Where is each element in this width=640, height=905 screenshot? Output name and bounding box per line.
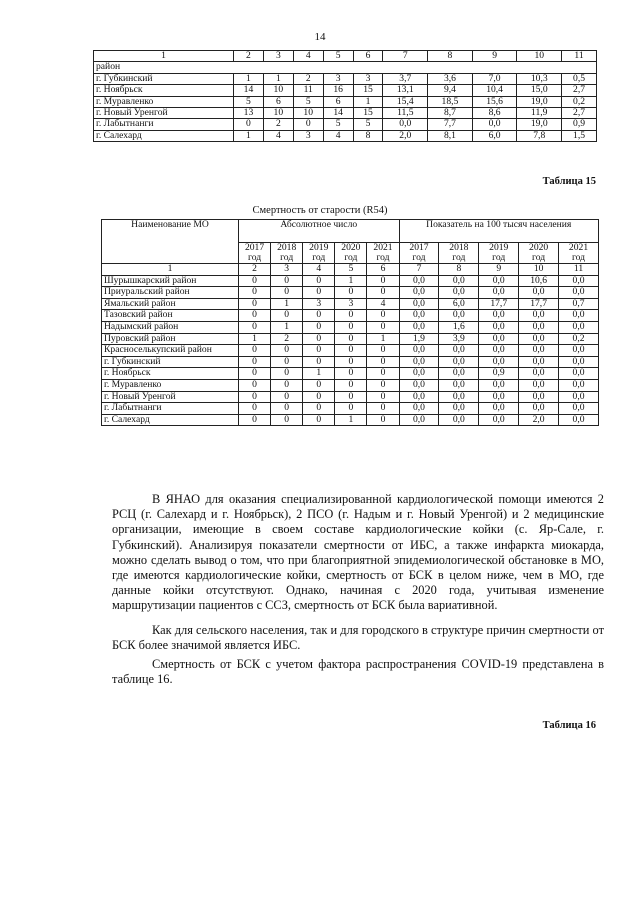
index-cell: 11 — [559, 264, 599, 276]
year-number: 2017 — [244, 242, 265, 253]
value-cell: 1,9 — [399, 333, 439, 345]
year-word: год — [312, 252, 326, 263]
header-cell: 10 — [517, 51, 562, 62]
value-cell: 0,5 — [562, 73, 597, 84]
value-cell: 4 — [323, 130, 353, 141]
abs-header: Абсолютное число — [239, 220, 400, 243]
value-cell: 6 — [323, 96, 353, 107]
value-cell: 11,9 — [517, 108, 562, 119]
value-cell: 11,5 — [383, 108, 428, 119]
value-cell: 0,2 — [562, 96, 597, 107]
value-cell: 15,4 — [383, 96, 428, 107]
value-cell: 7,7 — [428, 119, 473, 130]
year-header-cell — [367, 243, 399, 264]
value-cell: 3,9 — [439, 333, 479, 345]
value-cell: 0,0 — [559, 414, 599, 426]
year-word: год — [280, 252, 294, 263]
value-cell: 10,6 — [519, 275, 559, 287]
value-cell: 1 — [353, 96, 383, 107]
top-table — [93, 50, 597, 142]
value-cell: 19,0 — [517, 119, 562, 130]
header-cell: 1 — [94, 51, 234, 62]
value-cell: 0,0 — [399, 321, 439, 333]
value-cell: 0,0 — [519, 321, 559, 333]
value-cell: 0,0 — [399, 287, 439, 299]
value-cell: 2,0 — [519, 414, 559, 426]
table-row — [102, 391, 599, 403]
year-word: год — [376, 252, 390, 263]
value-cell: 0,0 — [439, 391, 479, 403]
row-name-cell: г. Муравленко — [102, 379, 239, 391]
value-cell: 0,0 — [479, 310, 519, 322]
value-cell: 2,0 — [383, 130, 428, 141]
value-cell: 7,8 — [517, 130, 562, 141]
value-cell: 0 — [303, 414, 335, 426]
value-cell: 0,0 — [399, 414, 439, 426]
value-cell: 10 — [263, 108, 293, 119]
value-cell: 16 — [323, 85, 353, 96]
value-cell: 0,0 — [559, 287, 599, 299]
table-row — [102, 379, 599, 391]
value-cell: 0,0 — [479, 356, 519, 368]
header-cell: 2 — [234, 51, 264, 62]
value-cell: 0,0 — [519, 403, 559, 415]
table-row — [102, 333, 599, 345]
value-cell: 0 — [303, 310, 335, 322]
value-cell: 0 — [239, 287, 271, 299]
value-cell: 10 — [263, 85, 293, 96]
row-name-cell: Тазовский район — [102, 310, 239, 322]
value-cell: 0,0 — [479, 275, 519, 287]
value-cell: 0,0 — [399, 403, 439, 415]
value-cell: 0 — [239, 379, 271, 391]
table-row — [94, 62, 597, 73]
table-row — [102, 403, 599, 415]
value-cell: 13 — [234, 108, 264, 119]
value-cell: 6,0 — [472, 130, 517, 141]
paragraph-1 — [112, 492, 604, 614]
value-cell: 0 — [239, 414, 271, 426]
value-cell: 0,0 — [399, 379, 439, 391]
value-cell: 0,0 — [559, 368, 599, 380]
value-cell: 3 — [303, 298, 335, 310]
row-name-cell: г. Муравленко — [94, 96, 234, 107]
col-name-header: Наименование МО — [102, 220, 239, 264]
value-cell: 0,0 — [399, 310, 439, 322]
value-cell: 0,0 — [439, 345, 479, 357]
index-row — [102, 264, 599, 276]
value-cell: 14 — [234, 85, 264, 96]
year-header-cell — [239, 243, 271, 264]
row-name-cell: г. Новый Уренгой — [102, 391, 239, 403]
index-cell: 9 — [479, 264, 519, 276]
value-cell: 0,2 — [559, 333, 599, 345]
section-cell: район — [94, 62, 597, 73]
value-cell: 0 — [335, 368, 367, 380]
value-cell: 8 — [353, 130, 383, 141]
row-name-cell: г. Губкинский — [102, 356, 239, 368]
value-cell: 0 — [335, 287, 367, 299]
value-cell: 0,0 — [439, 275, 479, 287]
value-cell: 0,0 — [559, 321, 599, 333]
row-name-cell: г. Салехард — [94, 130, 234, 141]
year-number: 2019 — [489, 242, 509, 253]
year-number: 2017 — [409, 242, 429, 253]
table-row — [102, 310, 599, 322]
table-row — [102, 368, 599, 380]
value-cell: 0,0 — [559, 379, 599, 391]
year-header-cell — [271, 243, 303, 264]
table-row — [102, 275, 599, 287]
value-cell: 17,7 — [519, 298, 559, 310]
value-cell: 0,0 — [519, 391, 559, 403]
value-cell: 0 — [303, 321, 335, 333]
value-cell: 3 — [335, 298, 367, 310]
value-cell: 0,0 — [519, 368, 559, 380]
value-cell: 0,0 — [559, 391, 599, 403]
value-cell: 2 — [271, 333, 303, 345]
table-header-row — [94, 51, 597, 62]
value-cell: 0,0 — [519, 345, 559, 357]
value-cell: 0,0 — [439, 403, 479, 415]
value-cell: 0,0 — [519, 310, 559, 322]
table-row — [94, 119, 597, 130]
value-cell: 0 — [303, 275, 335, 287]
value-cell: 1 — [303, 368, 335, 380]
value-cell: 0,0 — [519, 379, 559, 391]
value-cell: 0,0 — [559, 403, 599, 415]
value-cell: 0 — [367, 321, 399, 333]
value-cell: 1,5 — [562, 130, 597, 141]
year-header-cell — [399, 243, 439, 264]
value-cell: 6,0 — [439, 298, 479, 310]
value-cell: 0,7 — [559, 298, 599, 310]
value-cell: 0 — [234, 119, 264, 130]
value-cell: 0,0 — [399, 368, 439, 380]
value-cell: 1 — [239, 333, 271, 345]
value-cell: 3 — [293, 130, 323, 141]
row-name-cell: г. Лабытнанги — [94, 119, 234, 130]
value-cell: 8,1 — [428, 130, 473, 141]
value-cell: 9,4 — [428, 85, 473, 96]
value-cell: 0 — [335, 333, 367, 345]
value-cell: 3,7 — [383, 73, 428, 84]
value-cell: 0,0 — [383, 119, 428, 130]
row-name-cell: г. Ноябрьск — [102, 368, 239, 380]
value-cell: 0,0 — [479, 333, 519, 345]
value-cell: 19,0 — [517, 96, 562, 107]
value-cell: 18,5 — [428, 96, 473, 107]
index-cell: 6 — [367, 264, 399, 276]
value-cell: 4 — [263, 130, 293, 141]
value-cell: 1 — [335, 275, 367, 287]
index-cell: 7 — [399, 264, 439, 276]
value-cell: 2 — [263, 119, 293, 130]
paragraph-2 — [112, 623, 604, 653]
value-cell: 0,0 — [559, 345, 599, 357]
value-cell: 0 — [367, 287, 399, 299]
value-cell: 0 — [335, 356, 367, 368]
value-cell: 0 — [271, 287, 303, 299]
value-cell: 0,9 — [562, 119, 597, 130]
row-name-cell: Надымский район — [102, 321, 239, 333]
table-row — [94, 96, 597, 107]
index-cell: 3 — [271, 264, 303, 276]
value-cell: 1,6 — [439, 321, 479, 333]
value-cell: 0,0 — [479, 414, 519, 426]
table-row — [102, 345, 599, 357]
value-cell: 5 — [234, 96, 264, 107]
value-cell: 0 — [239, 321, 271, 333]
year-number: 2018 — [277, 242, 297, 253]
paragraph-2-text: Как для сельского населения, так и для городского в структуре причин смертности от БСК более значимой является ИБС. — [112, 623, 604, 653]
value-cell: 0 — [335, 403, 367, 415]
index-cell: 1 — [102, 264, 239, 276]
value-cell: 0 — [367, 356, 399, 368]
value-cell: 0,0 — [479, 403, 519, 415]
value-cell: 3 — [353, 73, 383, 84]
value-cell: 10,4 — [472, 85, 517, 96]
table-row — [102, 414, 599, 426]
paragraph-3 — [112, 657, 604, 687]
value-cell: 0,0 — [559, 356, 599, 368]
year-header-cell — [519, 243, 559, 264]
value-cell: 0 — [271, 414, 303, 426]
year-number: 2021 — [373, 242, 393, 253]
row-name-cell: г. Новый Уренгой — [94, 108, 234, 119]
value-cell: 0 — [367, 368, 399, 380]
year-word: год — [532, 252, 546, 263]
table-row — [94, 73, 597, 84]
value-cell: 0,9 — [479, 368, 519, 380]
year-header-cell — [439, 243, 479, 264]
year-word: год — [452, 252, 466, 263]
year-header-cell — [559, 243, 599, 264]
header-cell: 5 — [323, 51, 353, 62]
header-cell: 3 — [263, 51, 293, 62]
table16-label: Таблица 16 — [542, 720, 596, 731]
value-cell: 0,0 — [479, 391, 519, 403]
table-row — [94, 108, 597, 119]
value-cell: 3 — [323, 73, 353, 84]
value-cell: 0 — [239, 310, 271, 322]
value-cell: 0 — [303, 379, 335, 391]
header-cell: 8 — [428, 51, 473, 62]
value-cell: 0,0 — [559, 275, 599, 287]
value-cell: 0,0 — [439, 356, 479, 368]
value-cell: 15 — [353, 108, 383, 119]
value-cell: 0 — [303, 333, 335, 345]
year-header-cell — [479, 243, 519, 264]
table15-title: Смертность от старости (R54) — [252, 205, 388, 216]
value-cell: 0 — [335, 379, 367, 391]
value-cell: 1 — [271, 321, 303, 333]
value-cell: 0 — [271, 391, 303, 403]
index-cell: 8 — [439, 264, 479, 276]
row-name-cell: Пуровский район — [102, 333, 239, 345]
value-cell: 2,7 — [562, 85, 597, 96]
value-cell: 0 — [303, 403, 335, 415]
value-cell: 10 — [293, 108, 323, 119]
row-name-cell: г. Губкинский — [94, 73, 234, 84]
value-cell: 2,7 — [562, 108, 597, 119]
value-cell: 0 — [239, 391, 271, 403]
value-cell: 0,0 — [519, 356, 559, 368]
value-cell: 0,0 — [439, 310, 479, 322]
value-cell: 0,0 — [399, 345, 439, 357]
value-cell: 0 — [367, 403, 399, 415]
value-cell: 0 — [367, 310, 399, 322]
year-number: 2018 — [449, 242, 469, 253]
value-cell: 13,1 — [383, 85, 428, 96]
value-cell: 0,0 — [439, 379, 479, 391]
value-cell: 0 — [335, 345, 367, 357]
header-cell: 11 — [562, 51, 597, 62]
value-cell: 0,0 — [479, 345, 519, 357]
value-cell: 0 — [239, 403, 271, 415]
value-cell: 0,0 — [399, 298, 439, 310]
year-header-cell — [335, 243, 367, 264]
value-cell: 0 — [239, 275, 271, 287]
value-cell: 0 — [367, 345, 399, 357]
value-cell: 0,0 — [559, 310, 599, 322]
table-row — [94, 130, 597, 141]
index-cell: 10 — [519, 264, 559, 276]
year-word: год — [248, 252, 262, 263]
value-cell: 0 — [271, 310, 303, 322]
header-cell: 4 — [293, 51, 323, 62]
value-cell: 1 — [367, 333, 399, 345]
value-cell: 6 — [263, 96, 293, 107]
value-cell: 1 — [234, 130, 264, 141]
paragraph-3-text: Смертность от БСК с учетом фактора распространения COVID-19 представлена в таблице 16. — [112, 657, 604, 687]
value-cell: 10,3 — [517, 73, 562, 84]
value-cell: 8,7 — [428, 108, 473, 119]
value-cell: 0 — [271, 403, 303, 415]
value-cell: 0 — [239, 368, 271, 380]
paragraph-1-text: В ЯНАО для оказания специализированной кардиологической помощи имеются 2 РСЦ (г. Салехард и г. Ноябрьск), 2 ПСО (г. Надым и г. Новый Уренгой) и 2 медицинские организации, имеющие в своем составе кардиологические койки (с. Яр-Сале, г. Губкинский). Анализируя показатели смертности от ИБС, а также инфаркта миокарда, можно сделать вывод о том, что при благоприятной эпидемиологической обстановке в МО, где имеются кардиологические койки, смертность от БСК в целом ниже, чем в МО, где данные койки отсутствуют. Однако, начиная с 2020 года, учитывая изменение маршрутизации пациентов с ССЗ, смертность от БСК была вариативной. — [112, 492, 604, 613]
value-cell: 0 — [271, 275, 303, 287]
value-cell: 0 — [271, 368, 303, 380]
value-cell: 0 — [303, 287, 335, 299]
value-cell: 5 — [323, 119, 353, 130]
header-cell: 9 — [472, 51, 517, 62]
value-cell: 4 — [367, 298, 399, 310]
value-cell: 0,0 — [439, 287, 479, 299]
table15 — [101, 219, 599, 426]
row-name-cell: г. Ноябрьск — [94, 85, 234, 96]
value-cell: 0 — [271, 345, 303, 357]
value-cell: 0 — [239, 345, 271, 357]
value-cell: 8,6 — [472, 108, 517, 119]
row-name-cell: Красноселькупский район — [102, 345, 239, 357]
index-cell: 4 — [303, 264, 335, 276]
table-row — [102, 356, 599, 368]
value-cell: 15,0 — [517, 85, 562, 96]
year-word: год — [412, 252, 426, 263]
year-word: год — [571, 252, 586, 263]
year-number: 2021 — [568, 242, 589, 253]
value-cell: 0 — [271, 356, 303, 368]
value-cell: 0,0 — [399, 356, 439, 368]
value-cell: 0,0 — [399, 275, 439, 287]
value-cell: 17,7 — [479, 298, 519, 310]
value-cell: 1 — [335, 414, 367, 426]
value-cell: 0 — [367, 379, 399, 391]
value-cell: 0,0 — [439, 414, 479, 426]
year-number: 2019 — [309, 242, 329, 253]
value-cell: 0 — [303, 356, 335, 368]
table-row — [102, 298, 599, 310]
value-cell: 0 — [335, 321, 367, 333]
value-cell: 0 — [303, 345, 335, 357]
value-cell: 0 — [271, 379, 303, 391]
year-number: 2020 — [341, 242, 361, 253]
value-cell: 0,0 — [399, 391, 439, 403]
table-row — [94, 85, 597, 96]
value-cell: 0,0 — [519, 287, 559, 299]
value-cell: 0,0 — [479, 379, 519, 391]
value-cell: 1 — [263, 73, 293, 84]
table-row — [102, 287, 599, 299]
rate-header: Показатель на 100 тысяч населения — [399, 220, 598, 243]
value-cell: 5 — [353, 119, 383, 130]
row-name-cell: г. Лабытнанги — [102, 403, 239, 415]
value-cell: 5 — [293, 96, 323, 107]
year-word: год — [492, 252, 506, 263]
row-name-cell: Приуральский район — [102, 287, 239, 299]
value-cell: 0,0 — [472, 119, 517, 130]
value-cell: 0,0 — [479, 287, 519, 299]
row-name-cell: г. Салехард — [102, 414, 239, 426]
value-cell: 14 — [323, 108, 353, 119]
value-cell: 0 — [303, 391, 335, 403]
year-word: год — [344, 252, 358, 263]
page-number: 14 — [314, 31, 326, 43]
value-cell: 1 — [234, 73, 264, 84]
table-row — [102, 321, 599, 333]
value-cell: 0 — [335, 310, 367, 322]
value-cell: 0,0 — [479, 321, 519, 333]
value-cell: 0,0 — [439, 368, 479, 380]
index-cell: 5 — [335, 264, 367, 276]
value-cell: 1 — [271, 298, 303, 310]
value-cell: 11 — [293, 85, 323, 96]
value-cell: 0 — [367, 275, 399, 287]
value-cell: 0 — [293, 119, 323, 130]
value-cell: 3,6 — [428, 73, 473, 84]
value-cell: 15,6 — [472, 96, 517, 107]
year-header-cell — [303, 243, 335, 264]
row-name-cell: Шурышкарский район — [102, 275, 239, 287]
value-cell: 0,0 — [519, 333, 559, 345]
value-cell: 2 — [293, 73, 323, 84]
row-name-cell: Ямальский район — [102, 298, 239, 310]
header-cell: 7 — [383, 51, 428, 62]
table15-label: Таблица 15 — [542, 176, 596, 187]
year-number: 2020 — [529, 242, 549, 253]
value-cell: 0 — [239, 356, 271, 368]
index-cell: 2 — [239, 264, 271, 276]
header-cell: 6 — [353, 51, 383, 62]
value-cell: 0 — [367, 414, 399, 426]
value-cell: 7,0 — [472, 73, 517, 84]
value-cell: 0 — [367, 391, 399, 403]
value-cell: 0 — [239, 298, 271, 310]
value-cell: 15 — [353, 85, 383, 96]
value-cell: 0 — [335, 391, 367, 403]
